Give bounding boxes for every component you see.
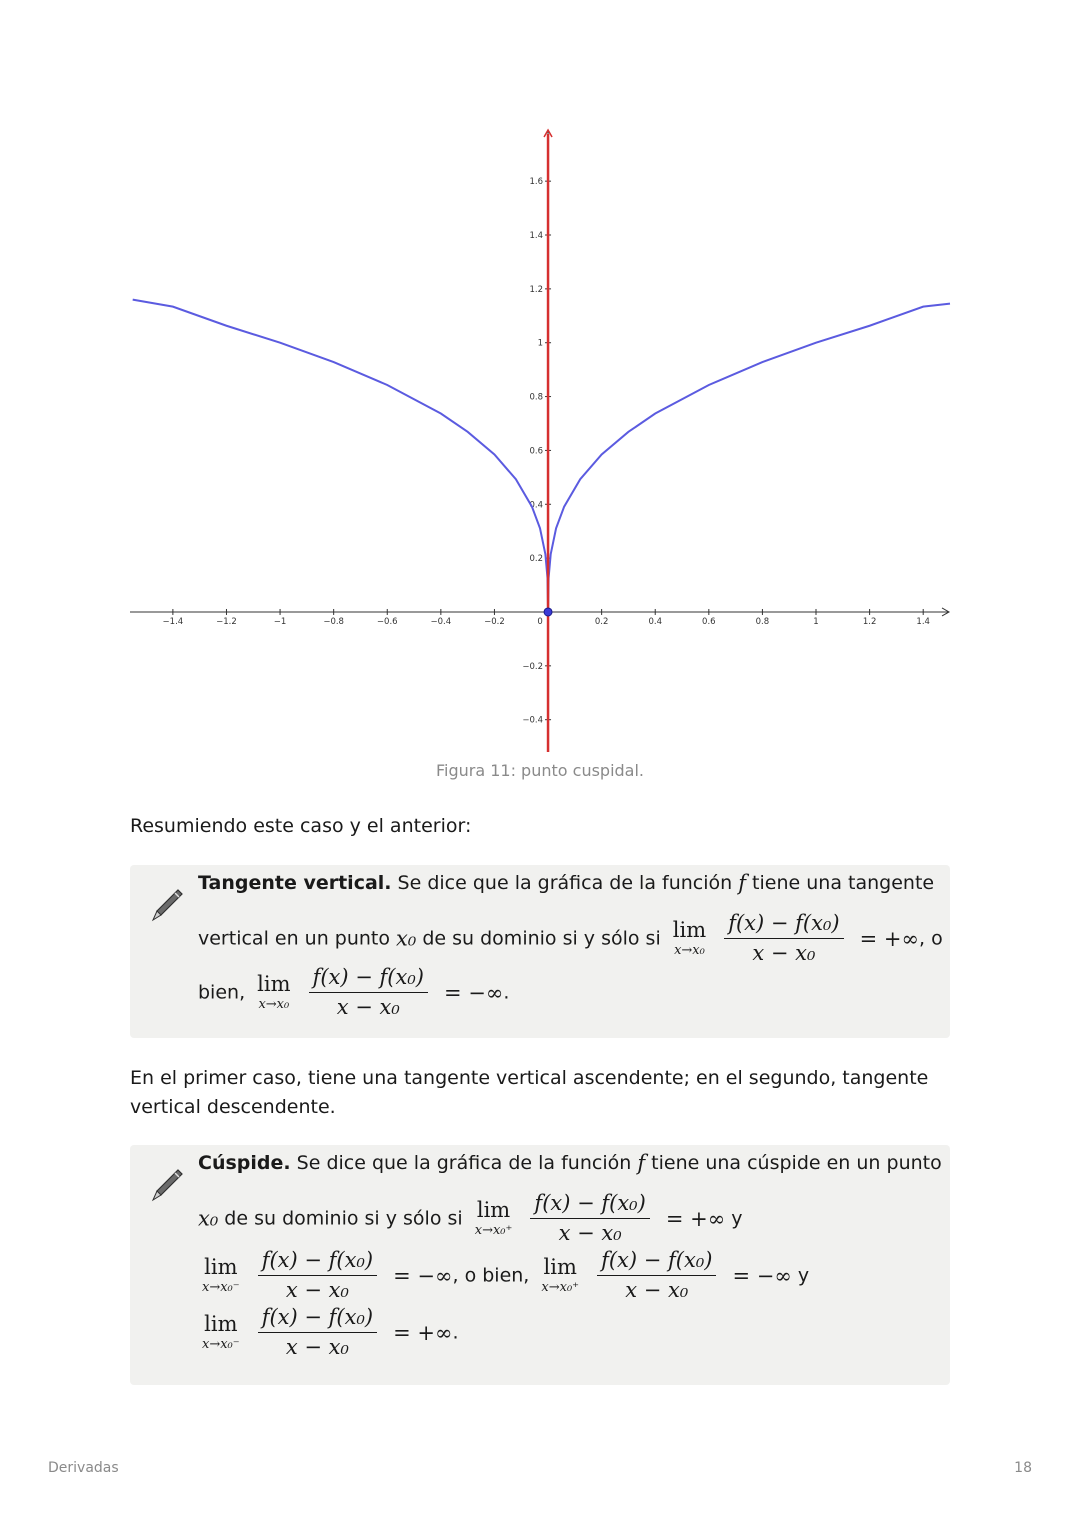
limit-value: = −∞ (732, 1263, 792, 1288)
callout-text: tiene una tangente (746, 872, 935, 894)
limit-operator: lim x→x₀ (672, 918, 707, 959)
limit-value: = −∞ (444, 980, 504, 1005)
limit-operator: lim x→x₀⁺ (474, 1198, 513, 1239)
y-tick-label: −0.2 (522, 661, 544, 672)
x-tick-label: −0.2 (484, 616, 505, 627)
x-tick-label: −0.4 (430, 616, 452, 627)
callout-text: y (791, 1264, 810, 1287)
middle-paragraph: En el primer caso, tiene una tangente vertical ascendente; en el segundo, tangente vertical descendente. (130, 1067, 929, 1118)
difference-quotient: $\frac{\text{f(x) − f(x₀)}}{\text{x − x₀}}$ (597, 1249, 716, 1302)
callout-text: Se dice que la gráfica de la función (290, 1152, 638, 1174)
limit-operator: lim x→x₀⁻ (202, 1312, 240, 1353)
x-tick-label: 0 (537, 616, 543, 627)
y-tick-label: 1 (537, 338, 544, 349)
callout-text: . (452, 1321, 459, 1344)
y-tick-label: −0.4 (522, 715, 544, 726)
point-symbol: x₀ (198, 1206, 219, 1231)
callout-text: , o (918, 927, 943, 950)
footer-page-number: 18 (1014, 1460, 1032, 1476)
callout-cusp (130, 1145, 950, 1385)
difference-quotient: $\frac{\text{f(x) − f(x₀)}}{\text{x − x₀}}$ (258, 1249, 377, 1302)
x-tick-label: 0.2 (594, 616, 609, 627)
difference-quotient: $\frac{\text{f(x) − f(x₀)}}{\text{x − x₀}}$ (258, 1306, 377, 1359)
y-tick-label: 1.4 (529, 231, 544, 242)
limit-operator: lim x→x₀⁻ (202, 1255, 240, 1296)
x-tick-label: 0.4 (648, 616, 662, 627)
x-tick-label: 0.6 (702, 616, 716, 627)
callout-text: vertical en un punto (198, 927, 397, 950)
y-tick-label: 1.6 (529, 177, 544, 188)
x-tick-label: 1.4 (916, 616, 930, 627)
callout-tangent-vertical (130, 865, 950, 1038)
footer-doc-title: Derivadas (48, 1460, 119, 1476)
point-symbol: x₀ (396, 926, 417, 951)
limit-value: = +∞ (665, 1206, 726, 1231)
function-symbol: f (738, 871, 747, 895)
limit-value: = +∞ (859, 926, 919, 951)
cusp-point (544, 608, 552, 616)
pen-icon (148, 887, 184, 923)
callout-text: tiene una cúspide en un punto (645, 1152, 942, 1174)
callout-text: de su dominio si y sólo si (218, 1207, 463, 1230)
callout-title: Tangente vertical. (198, 872, 392, 894)
y-tick-label: 1.2 (529, 284, 544, 295)
limit-operator: lim x→x₀ (257, 972, 291, 1013)
y-tick-label: 0.4 (529, 500, 544, 511)
figure-caption: Figura 11: punto cuspidal. (435, 761, 645, 780)
y-tick-label: 0.2 (529, 554, 544, 565)
y-tick-label: 0.6 (529, 446, 544, 457)
cusp-chart-svg (0, 0, 1080, 760)
x-tick-label: 1 (813, 616, 819, 627)
callout-text: . (503, 981, 510, 1004)
limit-value: = +∞ (393, 1320, 453, 1345)
x-tick-label: −1.4 (162, 616, 184, 627)
callout-text: Se dice que la gráfica de la función (391, 872, 739, 894)
callout-text: , o bien, (452, 1264, 530, 1287)
difference-quotient: $\frac{\text{f(x) − f(x₀)}}{\text{x − x₀}}$ (309, 966, 428, 1019)
cusp-chart (0, 0, 1080, 760)
y-tick-label: 0.8 (529, 392, 544, 403)
callout-title: Cúspide. (198, 1152, 291, 1174)
difference-quotient: $\frac{\text{f(x) − f(x₀)}}{\text{x − x₀}}$ (724, 912, 843, 965)
x-tick-label: −0.6 (376, 616, 398, 627)
summary-intro: Resumiendo este caso y el anterior: (130, 815, 472, 837)
x-tick-label: 1.2 (862, 616, 877, 627)
x-tick-label: −0.8 (323, 616, 344, 627)
x-tick-label: −1.2 (216, 616, 237, 627)
callout-text: bien, (198, 981, 246, 1004)
x-tick-label: 0.8 (755, 616, 770, 627)
callout-text: de su dominio si y sólo si (416, 927, 661, 950)
function-symbol: f (637, 1151, 646, 1175)
x-tick-label: −1 (273, 616, 287, 627)
difference-quotient: $\frac{\text{f(x) − f(x₀)}}{\text{x − x₀}}$ (530, 1192, 649, 1245)
pen-icon (148, 1167, 184, 1203)
callout-text: y (725, 1207, 743, 1230)
limit-value: = −∞ (393, 1263, 453, 1288)
limit-operator: lim x→x₀⁺ (541, 1255, 580, 1296)
